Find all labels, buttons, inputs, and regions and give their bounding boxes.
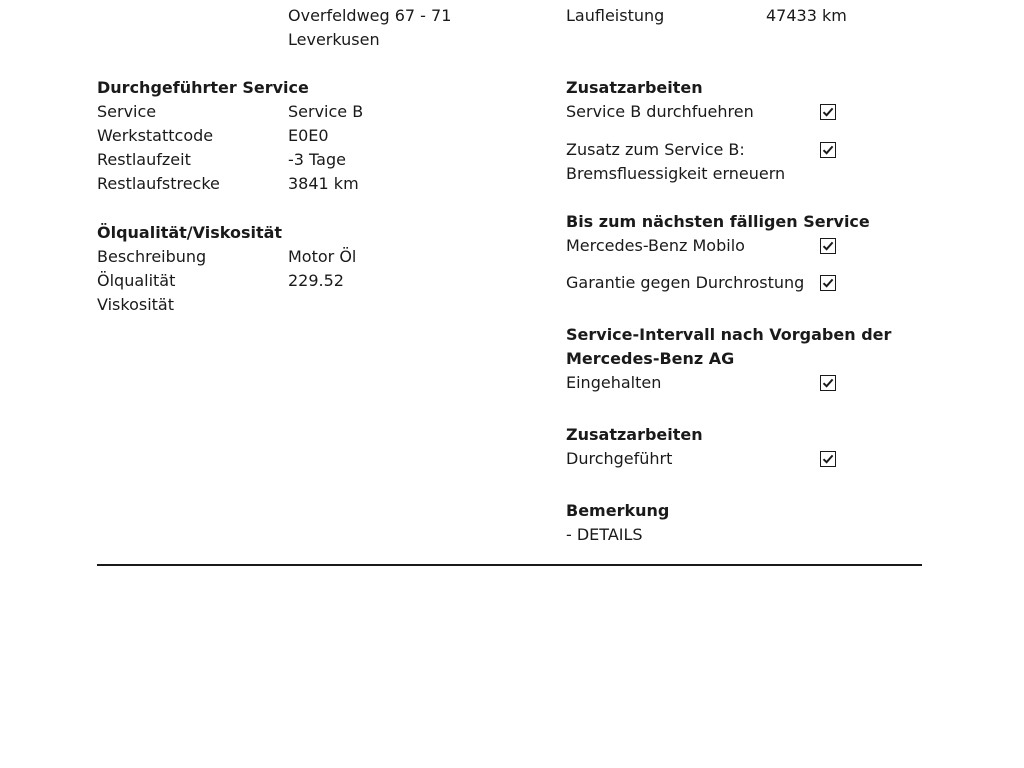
checkmark-icon — [822, 377, 834, 389]
oil-description-value: Motor Öl — [288, 247, 357, 266]
interval-kept-label: Eingehalten — [566, 373, 662, 392]
remark-text: - DETAILS — [566, 525, 643, 544]
service-interval-heading: Service-Intervall nach Vorgaben der — [566, 325, 892, 344]
workshop-code-label: Werkstattcode — [97, 126, 214, 145]
checkmark-icon — [822, 240, 834, 252]
checkbox-service-b[interactable] — [820, 104, 836, 120]
mileage-label: Laufleistung — [566, 6, 665, 25]
work-done-label: Durchgeführt — [566, 449, 673, 468]
checkbox-mobilo[interactable] — [820, 238, 836, 254]
service-label: Service — [97, 102, 157, 121]
remaining-time-value: -3 Tage — [288, 150, 346, 169]
checkbox-interval-kept[interactable] — [820, 375, 836, 391]
additional-work-2-heading: Zusatzarbeiten — [566, 425, 703, 444]
checkbox-work-done[interactable] — [820, 451, 836, 467]
mobilo-label: Mercedes-Benz Mobilo — [566, 236, 745, 255]
checkmark-icon — [822, 106, 834, 118]
oil-heading: Ölqualität/Viskosität — [97, 223, 283, 242]
service-value: Service B — [288, 102, 364, 121]
address-street: Overfeldweg 67 - 71 — [288, 6, 452, 25]
additional-work-item-label: Zusatz zum Service B: — [566, 140, 745, 159]
service-interval-heading-cont: Mercedes-Benz AG — [566, 349, 735, 368]
oil-quality-label: Ölqualität — [97, 271, 176, 290]
checkmark-icon — [822, 453, 834, 465]
remaining-distance-label: Restlaufstrecke — [97, 174, 220, 193]
until-next-service-heading: Bis zum nächsten fälligen Service — [566, 212, 870, 231]
rust-warranty-label: Garantie gegen Durchrostung — [566, 273, 805, 292]
oil-viscosity-label: Viskosität — [97, 295, 174, 314]
remark-heading: Bemerkung — [566, 501, 670, 520]
section-divider — [97, 564, 922, 566]
checkmark-icon — [822, 277, 834, 289]
mileage-value: 47433 km — [766, 6, 847, 25]
additional-work-heading: Zusatzarbeiten — [566, 78, 703, 97]
remaining-time-label: Restlaufzeit — [97, 150, 191, 169]
checkbox-brake-fluid[interactable] — [820, 142, 836, 158]
service-performed-heading: Durchgeführter Service — [97, 78, 309, 97]
workshop-code-value: E0E0 — [288, 126, 329, 145]
additional-work-item-label-cont: Bremsfluessigkeit erneuern — [566, 164, 786, 183]
address-city: Leverkusen — [288, 30, 380, 49]
additional-work-item-label: Service B durchfuehren — [566, 102, 754, 121]
oil-description-label: Beschreibung — [97, 247, 207, 266]
oil-quality-value: 229.52 — [288, 271, 344, 290]
checkbox-rust-warranty[interactable] — [820, 275, 836, 291]
checkmark-icon — [822, 144, 834, 156]
remaining-distance-value: 3841 km — [288, 174, 359, 193]
